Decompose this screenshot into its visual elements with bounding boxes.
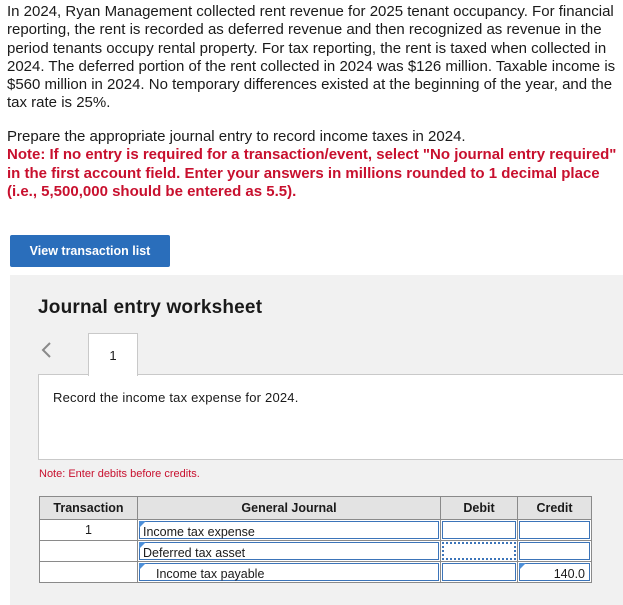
header-debit: Debit <box>441 497 518 520</box>
account-name: Income tax expense <box>143 525 255 539</box>
chevron-left-icon[interactable] <box>40 341 54 359</box>
entry-instruction-text: Record the income tax expense for 2024. <box>53 390 299 405</box>
table-row <box>40 562 592 583</box>
account-select[interactable] <box>138 541 441 562</box>
debits-before-credits-note: Note: Enter debits before credits. <box>39 468 200 480</box>
instruction-note: Note: If no entry is required for a transaction/event, select "No journal entry required" in the first account field. Enter your answers in millions rounded to 1 decimal place (i.e., 5,500,000 should be entered as 5.5). <box>7 146 617 200</box>
credit-input[interactable] <box>518 541 592 562</box>
transaction-number: 1 <box>40 520 138 541</box>
transaction-number <box>40 541 138 562</box>
problem-statement <box>7 3 619 113</box>
instruction-text: Prepare the appropriate journal entry to record income taxes in 2024. <box>7 128 466 145</box>
debit-input[interactable] <box>441 541 518 562</box>
credit-input[interactable]: 140.0 <box>518 562 592 583</box>
dropdown-flag-icon <box>519 563 526 570</box>
dropdown-flag-icon <box>139 563 146 570</box>
account-name: Income tax payable <box>156 567 265 581</box>
entry-instruction-panel <box>38 374 623 460</box>
debit-input[interactable] <box>441 520 518 541</box>
header-transaction: Transaction <box>40 497 138 520</box>
worksheet-title: Journal entry worksheet <box>38 297 263 318</box>
instructions <box>7 128 619 201</box>
table-row <box>40 541 592 562</box>
header-credit: Credit <box>518 497 592 520</box>
header-general-journal: General Journal <box>138 497 441 520</box>
journal-table <box>39 496 592 583</box>
problem-paragraph: In 2024, Ryan Management collected rent revenue for 2025 tenant occupancy. For financial reporting, the rent is recorded as deferred revenue and then recognized as revenue in the period tenants occupy rental property. For tax reporting, the rent is taxed when collected in 2024. The deferred portion of the rent collected in 2024 was $126 million. Taxable income is $560 million in 2024. No temporary differences existed at the beginning of the year, and the tax rate is 25%. <box>7 3 616 112</box>
view-transaction-list-button[interactable]: View transaction list <box>10 235 170 267</box>
account-select[interactable] <box>138 520 441 541</box>
journal-entry-worksheet <box>10 275 623 605</box>
credit-input[interactable] <box>518 520 592 541</box>
worksheet-tab-1[interactable]: 1 <box>88 333 138 376</box>
table-row <box>40 520 592 541</box>
account-select[interactable] <box>138 562 441 583</box>
transaction-number <box>40 562 138 583</box>
account-name: Deferred tax asset <box>143 546 246 560</box>
debit-input[interactable] <box>441 562 518 583</box>
journal-table-header <box>40 497 592 520</box>
